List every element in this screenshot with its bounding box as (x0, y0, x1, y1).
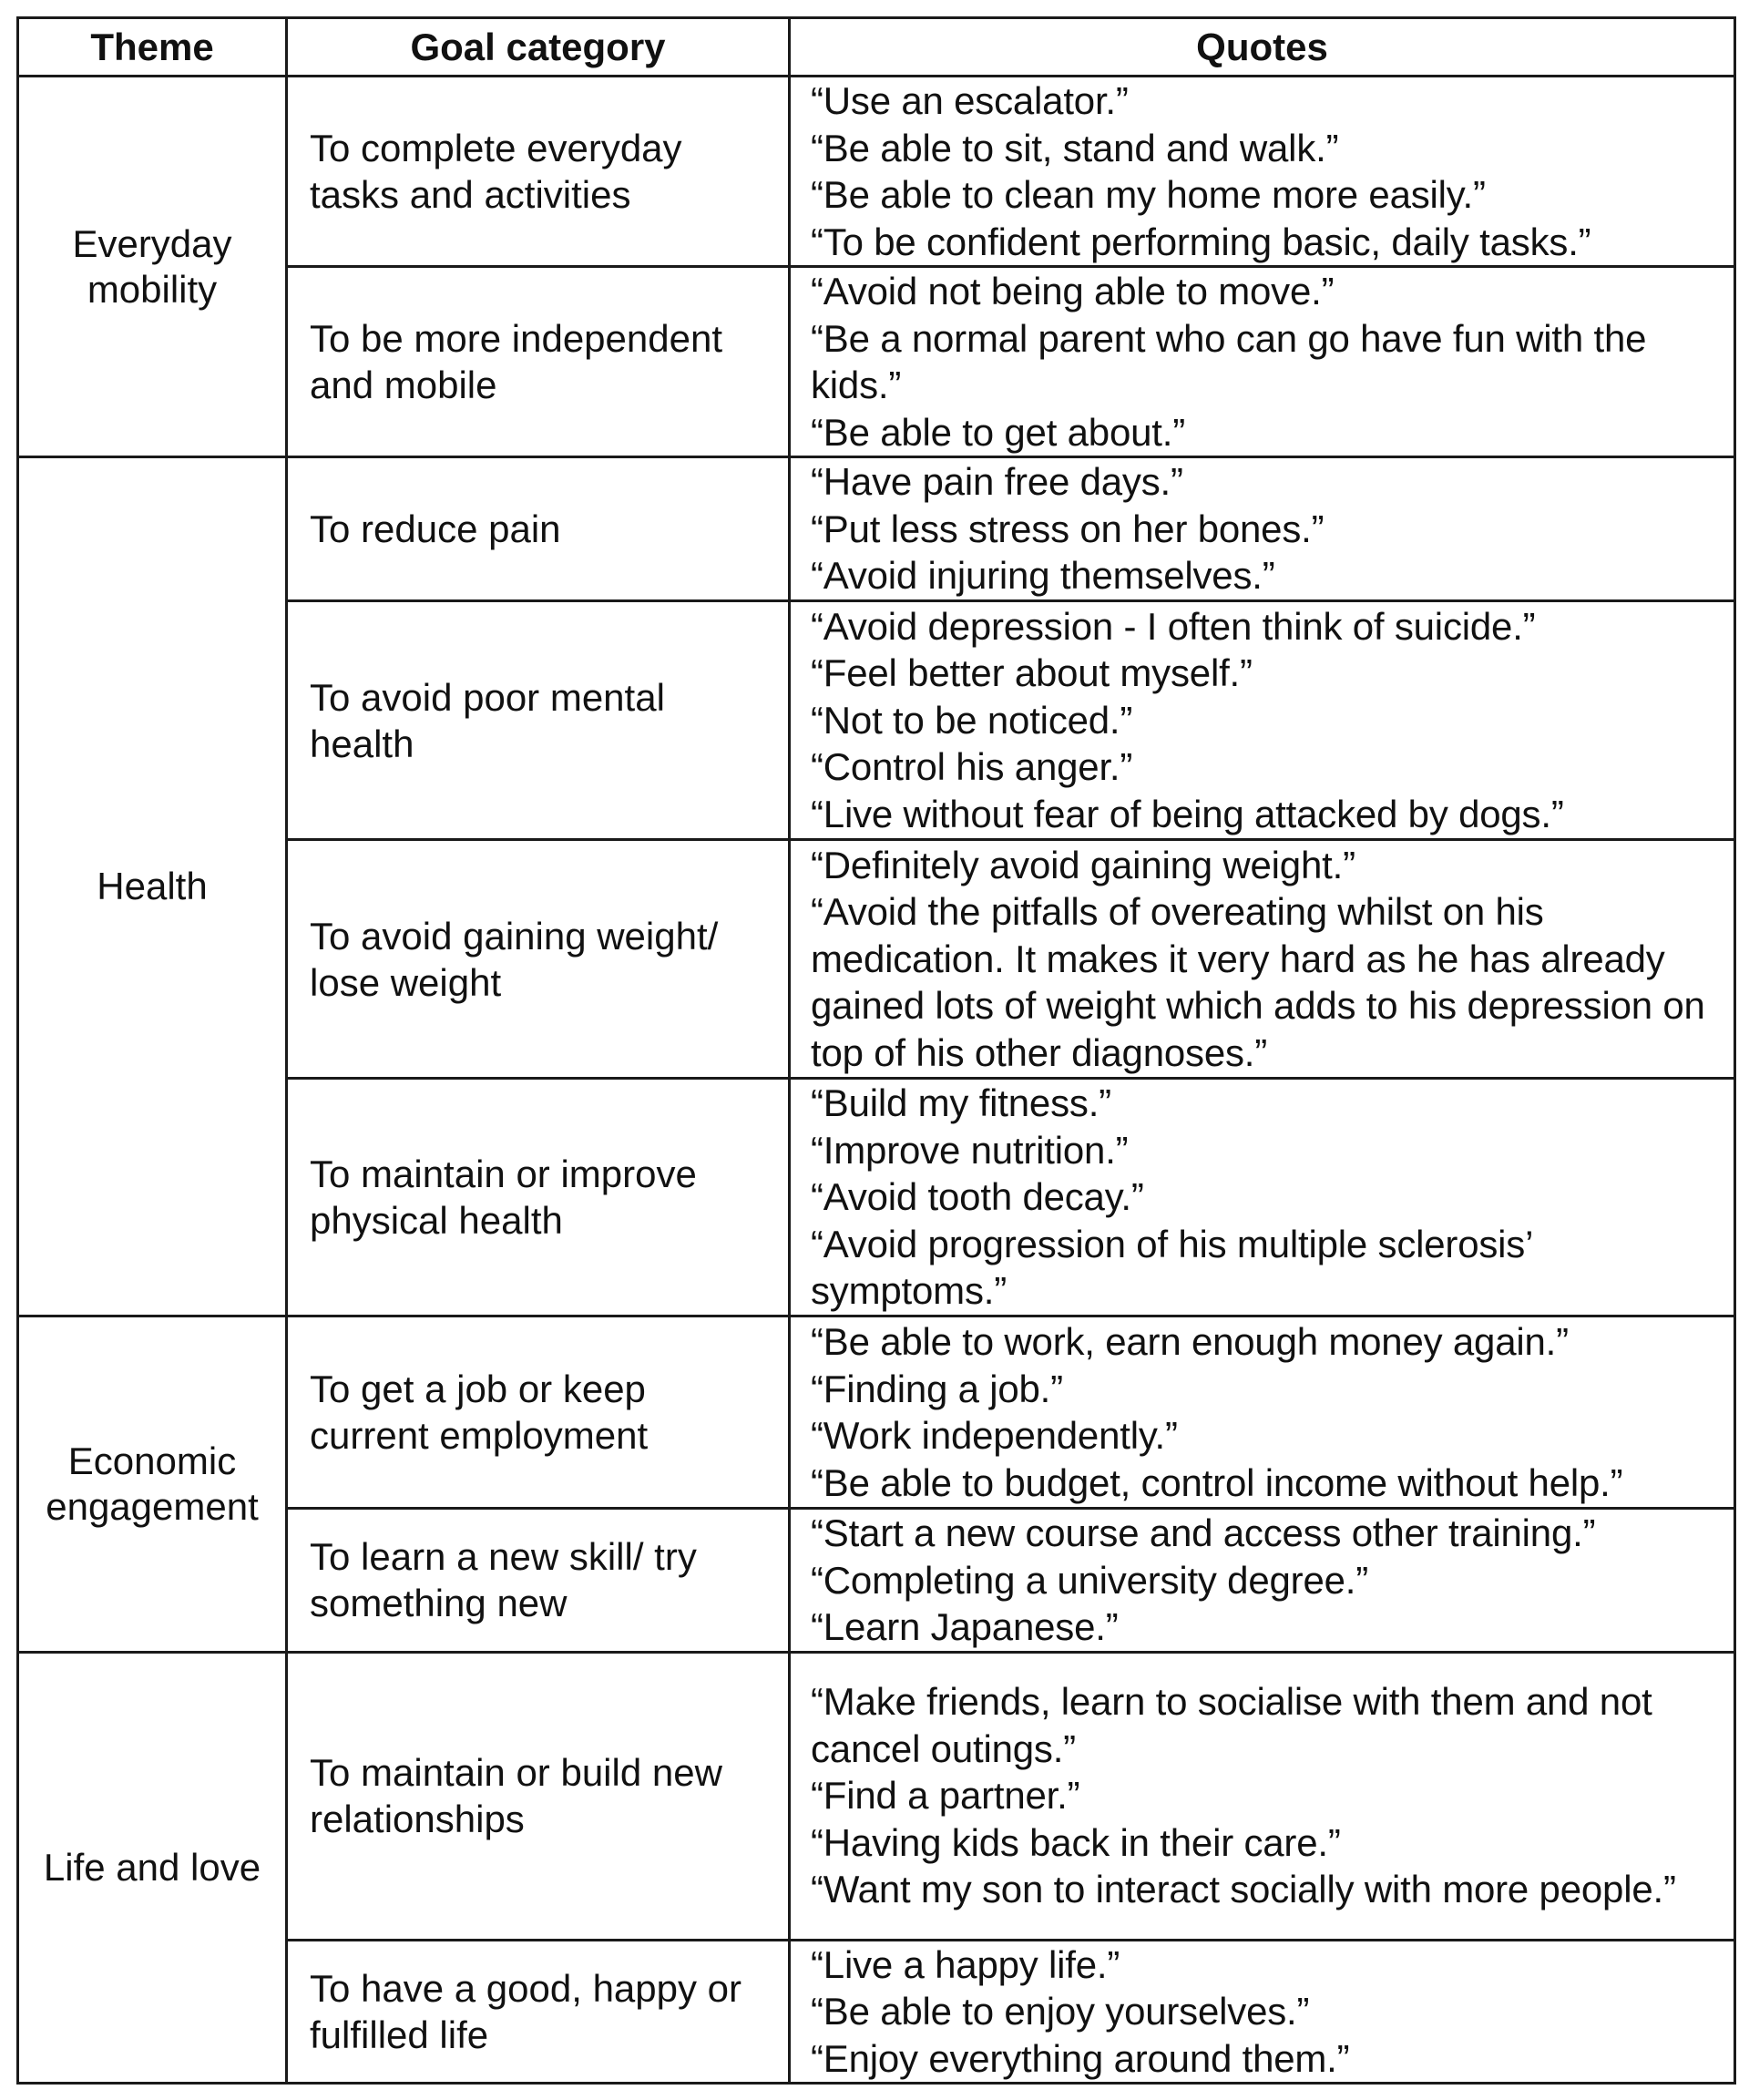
theme-economic-engagement: Economic engagement (18, 1316, 287, 1653)
goal-category: To avoid poor mental health (287, 601, 790, 840)
quote: “Be able to enjoy yourselves.” (811, 1990, 1310, 2033)
header-quotes: Quotes (790, 18, 1735, 77)
quote: “Be able to sit, stand and walk.” (811, 126, 1339, 169)
quotes-cell (790, 840, 1735, 1079)
goal-category: To learn a new skill/ try something new (287, 1509, 790, 1653)
quote: “Use an escalator.” (811, 79, 1129, 122)
quotes-cell (790, 77, 1735, 267)
quote: “Have pain free days.” (811, 460, 1183, 504)
quote: “Work independently.” (811, 1414, 1178, 1457)
quote: “Be able to budget, control income without help.” (811, 1460, 1623, 1504)
table-row (18, 1652, 1735, 1940)
quote: “Be able to clean my home more easily.” (811, 173, 1486, 216)
quote: “Avoid depression - I often think of suicide.” (811, 604, 1536, 648)
quote: “Build my fitness.” (811, 1081, 1111, 1125)
header-theme: Theme (18, 18, 287, 77)
quote: “Avoid not being able to move.” (811, 270, 1335, 312)
quotes-cell (790, 1940, 1735, 2084)
theme-health: Health (18, 457, 287, 1316)
goal-category: To maintain or build new relationships (287, 1652, 790, 1940)
quote: “Not to be noticed.” (811, 698, 1133, 742)
table-row (18, 77, 1735, 267)
quote: “Having kids back in their care.” (811, 1820, 1341, 1864)
goal-category: To have a good, happy or fulfilled life (287, 1940, 790, 2084)
quote: “Enjoy everything around them.” (811, 2036, 1350, 2080)
quote: “Be a normal parent who can go have fun with the kids.” (811, 316, 1647, 406)
goal-category: To maintain or improve physical health (287, 1079, 790, 1316)
quote: “Finding a job.” (811, 1367, 1063, 1410)
table-row (18, 1316, 1735, 1509)
quote: “Want my son to interact socially with more people.” (811, 1868, 1676, 1911)
quote: “Learn Japanese.” (811, 1605, 1119, 1648)
goal-category: To be more independent and mobile (287, 267, 790, 457)
theme-everyday-mobility: Everyday mobility (18, 77, 287, 457)
quote: “Completing a university degree.” (811, 1558, 1369, 1602)
quote: “Put less stress on her bones.” (811, 507, 1325, 550)
quote: “Avoid injuring themselves.” (811, 554, 1275, 598)
quote: “Control his anger.” (811, 745, 1133, 789)
quote: “Be able to get about.” (811, 410, 1186, 454)
quote: “Make friends, learn to socialise with them and not cancel outings.” (811, 1680, 1652, 1770)
header-goal-category: Goal category (287, 18, 790, 77)
quotes-cell (790, 457, 1735, 601)
quotes-cell (790, 601, 1735, 840)
quotes-cell (790, 1509, 1735, 1653)
quotes-cell (790, 1079, 1735, 1316)
quotes-cell (790, 1316, 1735, 1509)
goal-category: To get a job or keep current employment (287, 1316, 790, 1509)
quote: “Be able to work, earn enough money again.” (811, 1320, 1569, 1363)
goal-category: To reduce pain (287, 457, 790, 601)
header-row (18, 18, 1735, 77)
quote: “Find a partner.” (811, 1774, 1080, 1818)
quote: “Avoid progression of his multiple sclerosis’ symptoms.” (811, 1222, 1532, 1313)
quote: “Start a new course and access other training.” (811, 1511, 1596, 1554)
goal-category: To avoid gaining weight/ lose weight (287, 840, 790, 1079)
quote: “Avoid the pitfalls of overeating whilst on his medication. It makes it very hard as he has already gained lots of weight which adds to his depression on top of his other diagnoses.” (811, 890, 1705, 1074)
goals-table (16, 16, 1736, 2085)
theme-life-and-love: Life and love (18, 1652, 287, 2084)
quote: “Live a happy life.” (811, 1942, 1120, 1986)
quote: “Avoid tooth decay.” (811, 1175, 1144, 1219)
quotes-cell (790, 267, 1735, 457)
table-row (18, 457, 1735, 601)
quote: “Definitely avoid gaining weight.” (811, 843, 1355, 886)
quote: “Improve nutrition.” (811, 1128, 1129, 1172)
quote: “To be confident performing basic, daily tasks.” (811, 220, 1591, 263)
quote: “Live without fear of being attacked by dogs.” (811, 792, 1564, 835)
quotes-cell (790, 1652, 1735, 1940)
quote: “Feel better about myself.” (811, 651, 1253, 695)
goal-category: To complete everyday tasks and activities (287, 77, 790, 267)
